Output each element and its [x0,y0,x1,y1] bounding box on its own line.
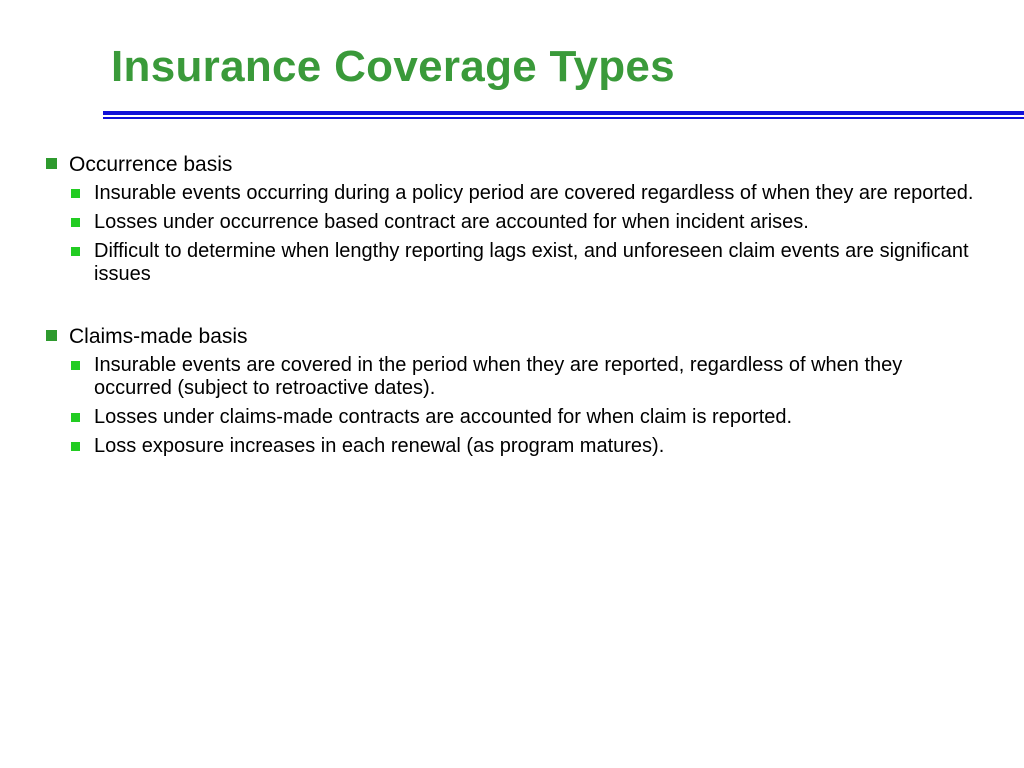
section-heading: Occurrence basis [69,153,233,176]
square-bullet-icon [71,361,80,370]
bullet-item-level1 [45,152,975,177]
sub-bullet-list [45,354,975,458]
bullet-item-level2 [71,354,974,400]
bullet-item-level2 [71,406,974,429]
bullet-item-level2 [71,211,974,234]
square-bullet-icon [46,158,57,169]
title-divider-thin [103,117,1024,119]
bullet-text: Difficult to determine when lengthy reporting lags exist, and unforeseen claim events are significant issues [94,240,969,285]
title-divider-thick [103,111,1024,115]
sub-bullet-list [45,182,975,286]
square-bullet-icon [46,330,57,341]
square-bullet-icon [71,413,80,422]
bullet-item-level2 [71,240,974,286]
square-bullet-icon [71,247,80,256]
section-heading: Claims-made basis [69,325,248,348]
bullet-item-level2 [71,182,974,205]
bullet-text: Losses under occurrence based contract are accounted for when incident arises. [94,211,809,233]
bullet-text: Insurable events occurring during a policy period are covered regardless of when they are reported. [94,182,974,204]
square-bullet-icon [71,189,80,198]
slide-title: Insurance Coverage Types [111,42,675,91]
bullet-text: Loss exposure increases in each renewal (as program matures). [94,435,665,457]
section-claims-made-basis [45,324,975,458]
square-bullet-icon [71,442,80,451]
section-occurrence-basis [45,152,975,286]
bullet-text: Losses under claims-made contracts are accounted for when claim is reported. [94,406,793,428]
slide-body [45,152,975,464]
square-bullet-icon [71,218,80,227]
bullet-item-level2 [71,435,974,458]
bullet-text: Insurable events are covered in the period when they are reported, regardless of when they occurred (subject to retroactive dates). [94,354,903,399]
bullet-item-level1 [45,324,975,349]
